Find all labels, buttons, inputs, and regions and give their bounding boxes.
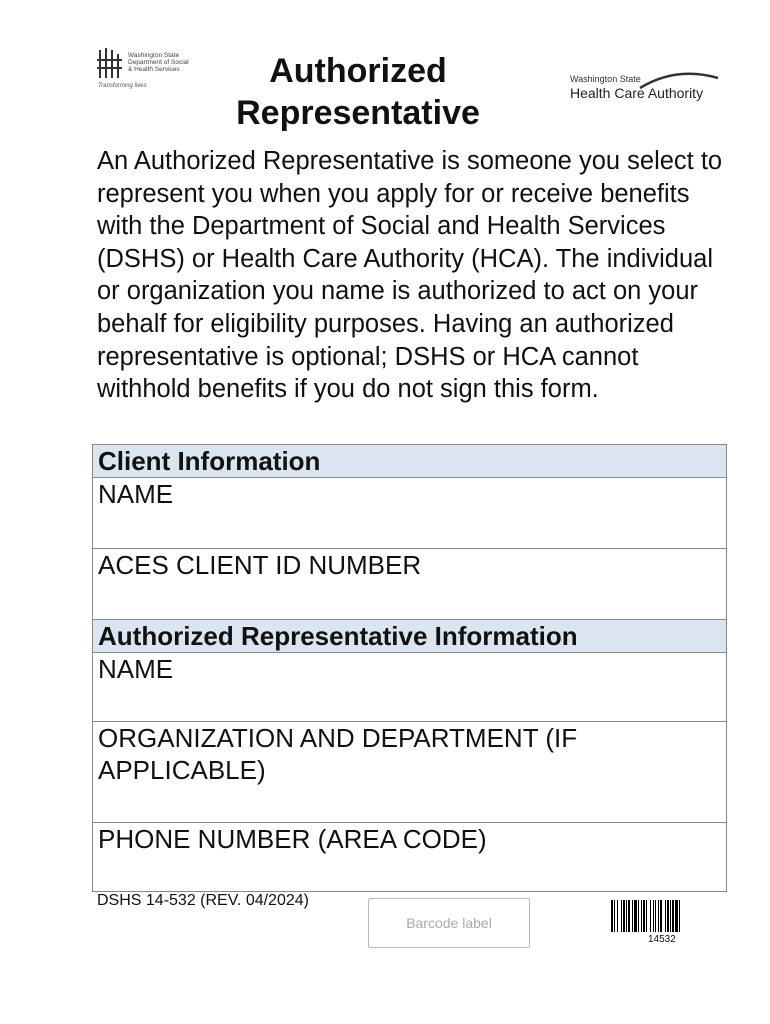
dshs-org-name: Washington State Department of Social & Health Services bbox=[128, 52, 189, 73]
barcode-bar bbox=[672, 900, 674, 932]
dshs-logo bbox=[96, 46, 192, 96]
page-title: Authorized Representative bbox=[236, 52, 480, 132]
barcode-bar bbox=[621, 900, 622, 932]
barcode-label-box: Barcode label bbox=[368, 898, 530, 948]
barcode-bar bbox=[611, 900, 613, 932]
barcode-bar bbox=[679, 900, 680, 932]
barcode-bar bbox=[638, 900, 639, 932]
barcode-bar bbox=[623, 900, 625, 932]
intro-paragraph: An Authorized Representative is someone you select to represent you when you apply for or receive benefits with the Department of Social and Health Services (DSHS) or Health Care Authority (HCA). The individual or organization you name is authorized to act on your behalf for eligibility purposes. Having an authorized representative is optional; DSHS or HCA cannot withhold benefits if you do not sign this form. bbox=[97, 147, 723, 404]
barcode-bar bbox=[628, 900, 630, 932]
client-name-field[interactable]: NAME bbox=[93, 478, 726, 549]
barcode-bar bbox=[626, 900, 627, 932]
hca-name: Health Care Authority bbox=[570, 85, 704, 101]
barcode-bar bbox=[675, 900, 678, 932]
rep-phone-field[interactable]: PHONE NUMBER (AREA CODE) bbox=[98, 824, 487, 854]
hca-logo bbox=[568, 70, 728, 110]
barcode-bar bbox=[650, 900, 651, 932]
client-info-header: Client Information bbox=[93, 445, 726, 478]
form-code: DSHS 14-532 (REV. 04/2024) bbox=[97, 892, 309, 909]
barcode-bar bbox=[646, 900, 647, 932]
barcode-bar bbox=[660, 900, 662, 932]
dshs-tagline: Transforming lives bbox=[98, 83, 147, 89]
barcode-bar bbox=[634, 900, 637, 932]
barcode-bar bbox=[641, 900, 642, 932]
rep-info-header: Authorized Representative Information bbox=[93, 620, 726, 653]
barcode-bar bbox=[670, 900, 671, 932]
barcode-bar bbox=[658, 900, 659, 932]
form-table bbox=[92, 444, 727, 892]
hca-state-label: Washington State bbox=[570, 74, 641, 84]
barcode-bar bbox=[614, 900, 615, 932]
rep-name-field[interactable]: NAME bbox=[93, 653, 726, 722]
rep-organization-field[interactable]: ORGANIZATION AND DEPARTMENT (IF APPLICABLE) bbox=[93, 722, 726, 823]
barcode-bar bbox=[617, 900, 618, 932]
barcode-bar bbox=[632, 900, 633, 932]
barcode-number: 14532 bbox=[648, 934, 676, 945]
barcode-bar bbox=[665, 900, 666, 932]
barcode-bar bbox=[653, 900, 654, 932]
dshs-building-icon bbox=[96, 46, 126, 82]
barcode-bar bbox=[655, 900, 656, 932]
barcode-bar bbox=[643, 900, 645, 932]
barcode-bar bbox=[667, 900, 669, 932]
client-id-field[interactable]: ACES CLIENT ID NUMBER bbox=[93, 549, 726, 620]
barcode bbox=[611, 900, 717, 932]
